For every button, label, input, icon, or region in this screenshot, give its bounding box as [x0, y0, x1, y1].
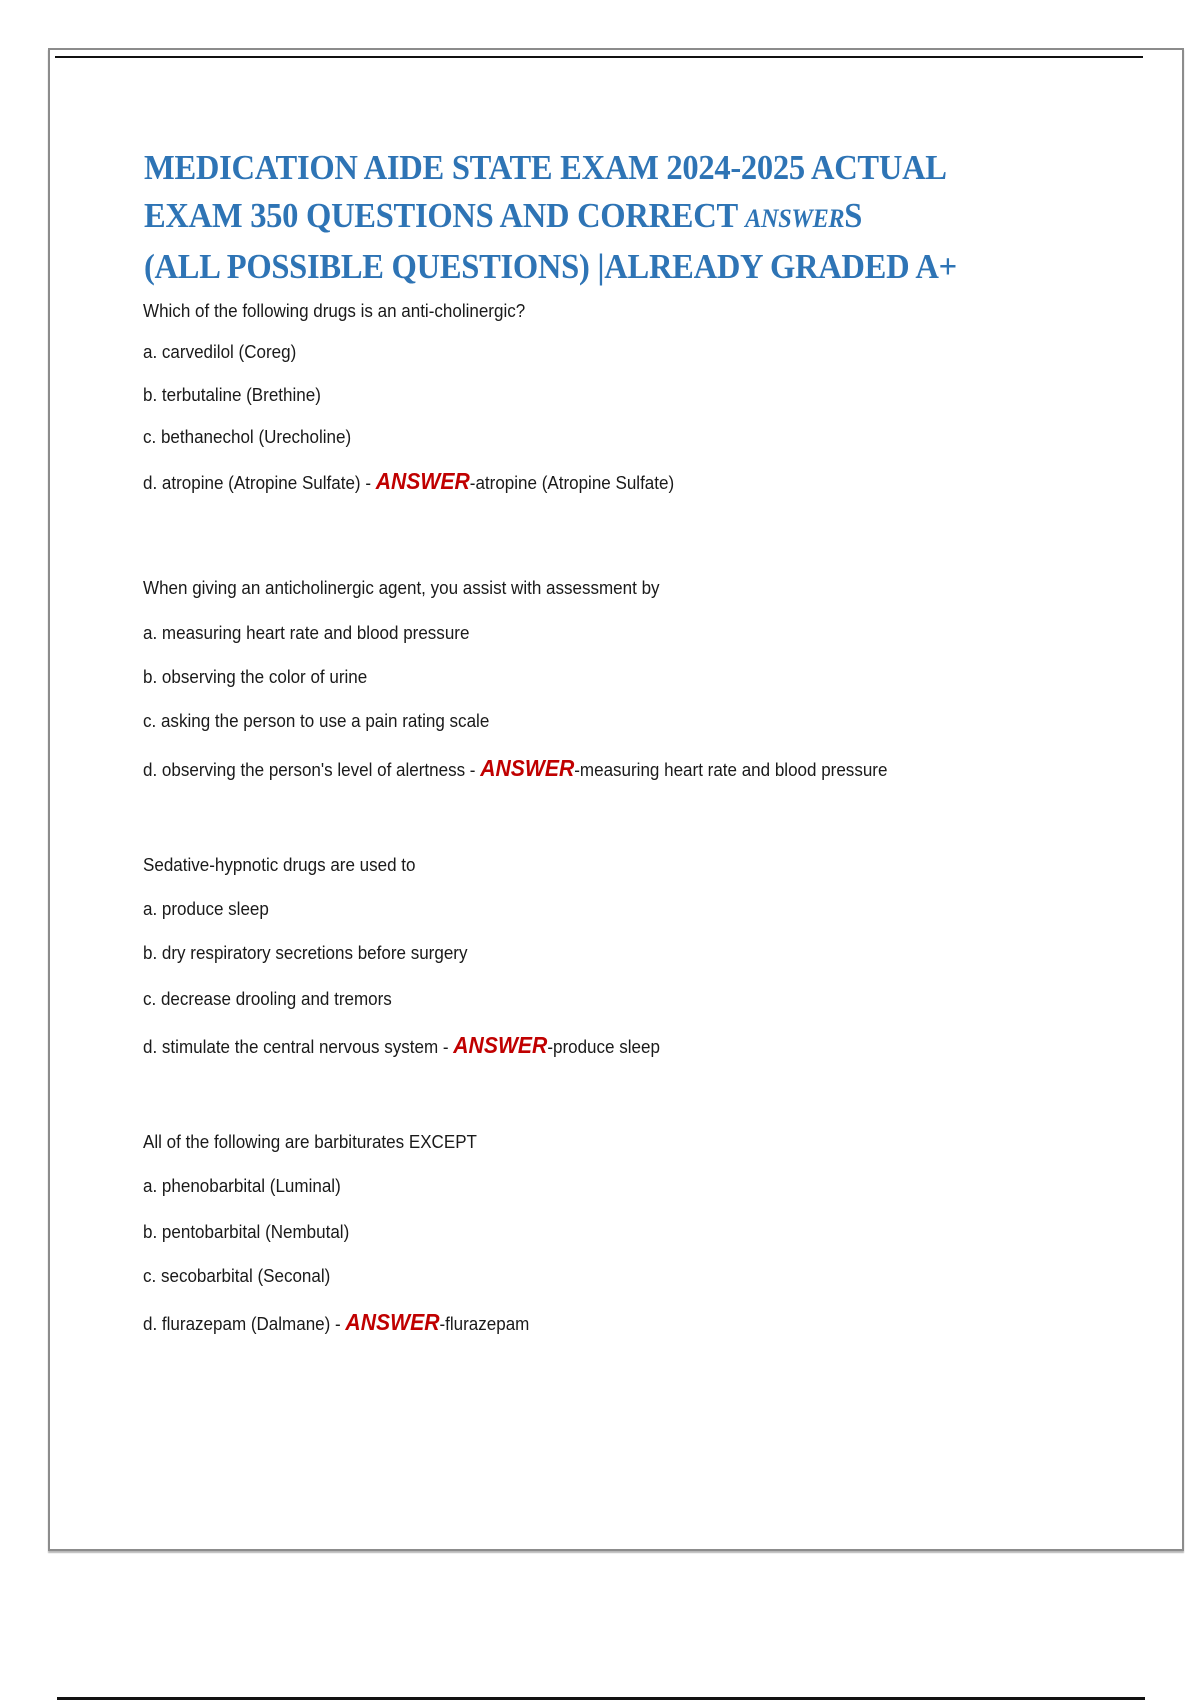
document-title — [144, 144, 1037, 291]
question-text: When giving an anticholinergic agent, you assist with assessment by — [143, 577, 660, 598]
title-text: S — [844, 196, 863, 235]
answer-text: -atropine (Atropine Sulfate) — [469, 472, 675, 493]
title-line-3: (ALL POSSIBLE QUESTIONS) |ALREADY GRADED A+ — [144, 247, 957, 286]
option-b: b. observing the color of urine — [143, 666, 368, 687]
answer-label: ANSWER — [345, 1309, 440, 1335]
option-a: a. produce sleep — [143, 898, 269, 919]
answer-text: -measuring heart rate and blood pressure — [574, 759, 888, 780]
option-d: d. observing the person's level of alertness - — [143, 759, 481, 780]
title-line-1: MEDICATION AIDE STATE EXAM 2024-2025 ACTUAL — [144, 148, 947, 187]
option-d: d. stimulate the central nervous system - — [143, 1036, 454, 1057]
option-a: a. carvedilol (Coreg) — [143, 341, 297, 362]
answer-label: ANSWER — [480, 755, 575, 781]
option-d: d. atropine (Atropine Sulfate) - — [143, 472, 376, 493]
question-text: All of the following are barbiturates EXCEPT — [143, 1131, 477, 1152]
option-d-with-answer — [143, 1309, 529, 1336]
option-c: c. secobarbital (Seconal) — [143, 1265, 331, 1286]
option-d-with-answer — [143, 468, 674, 495]
option-b: b. terbutaline (Brethine) — [143, 384, 321, 405]
header-rule — [55, 56, 1143, 58]
title-line-2 — [144, 192, 1037, 243]
option-c: c. asking the person to use a pain rating scale — [143, 710, 490, 731]
option-d-with-answer — [143, 1032, 660, 1059]
option-a: a. measuring heart rate and blood pressure — [143, 622, 470, 643]
answer-label: ANSWER — [375, 468, 470, 494]
option-b: b. pentobarbital (Nembutal) — [143, 1221, 350, 1242]
question-text: Which of the following drugs is an anti-cholinergic? — [143, 300, 526, 321]
option-a: a. phenobarbital (Luminal) — [143, 1175, 341, 1196]
option-d-with-answer — [143, 755, 887, 782]
option-d: d. flurazepam (Dalmane) - — [143, 1313, 346, 1334]
answer-label: ANSWER — [453, 1032, 548, 1058]
answer-text: -produce sleep — [547, 1036, 660, 1057]
option-c: c. bethanechol (Urecholine) — [143, 426, 352, 447]
option-b: b. dry respiratory secretions before surgery — [143, 942, 468, 963]
title-text: EXAM 350 QUESTIONS AND CORRECT — [144, 196, 746, 235]
title-italic-word: ANSWER — [745, 204, 845, 233]
answer-text: -flurazepam — [439, 1313, 530, 1334]
question-text: Sedative-hypnotic drugs are used to — [143, 854, 416, 875]
option-c: c. decrease drooling and tremors — [143, 988, 392, 1009]
